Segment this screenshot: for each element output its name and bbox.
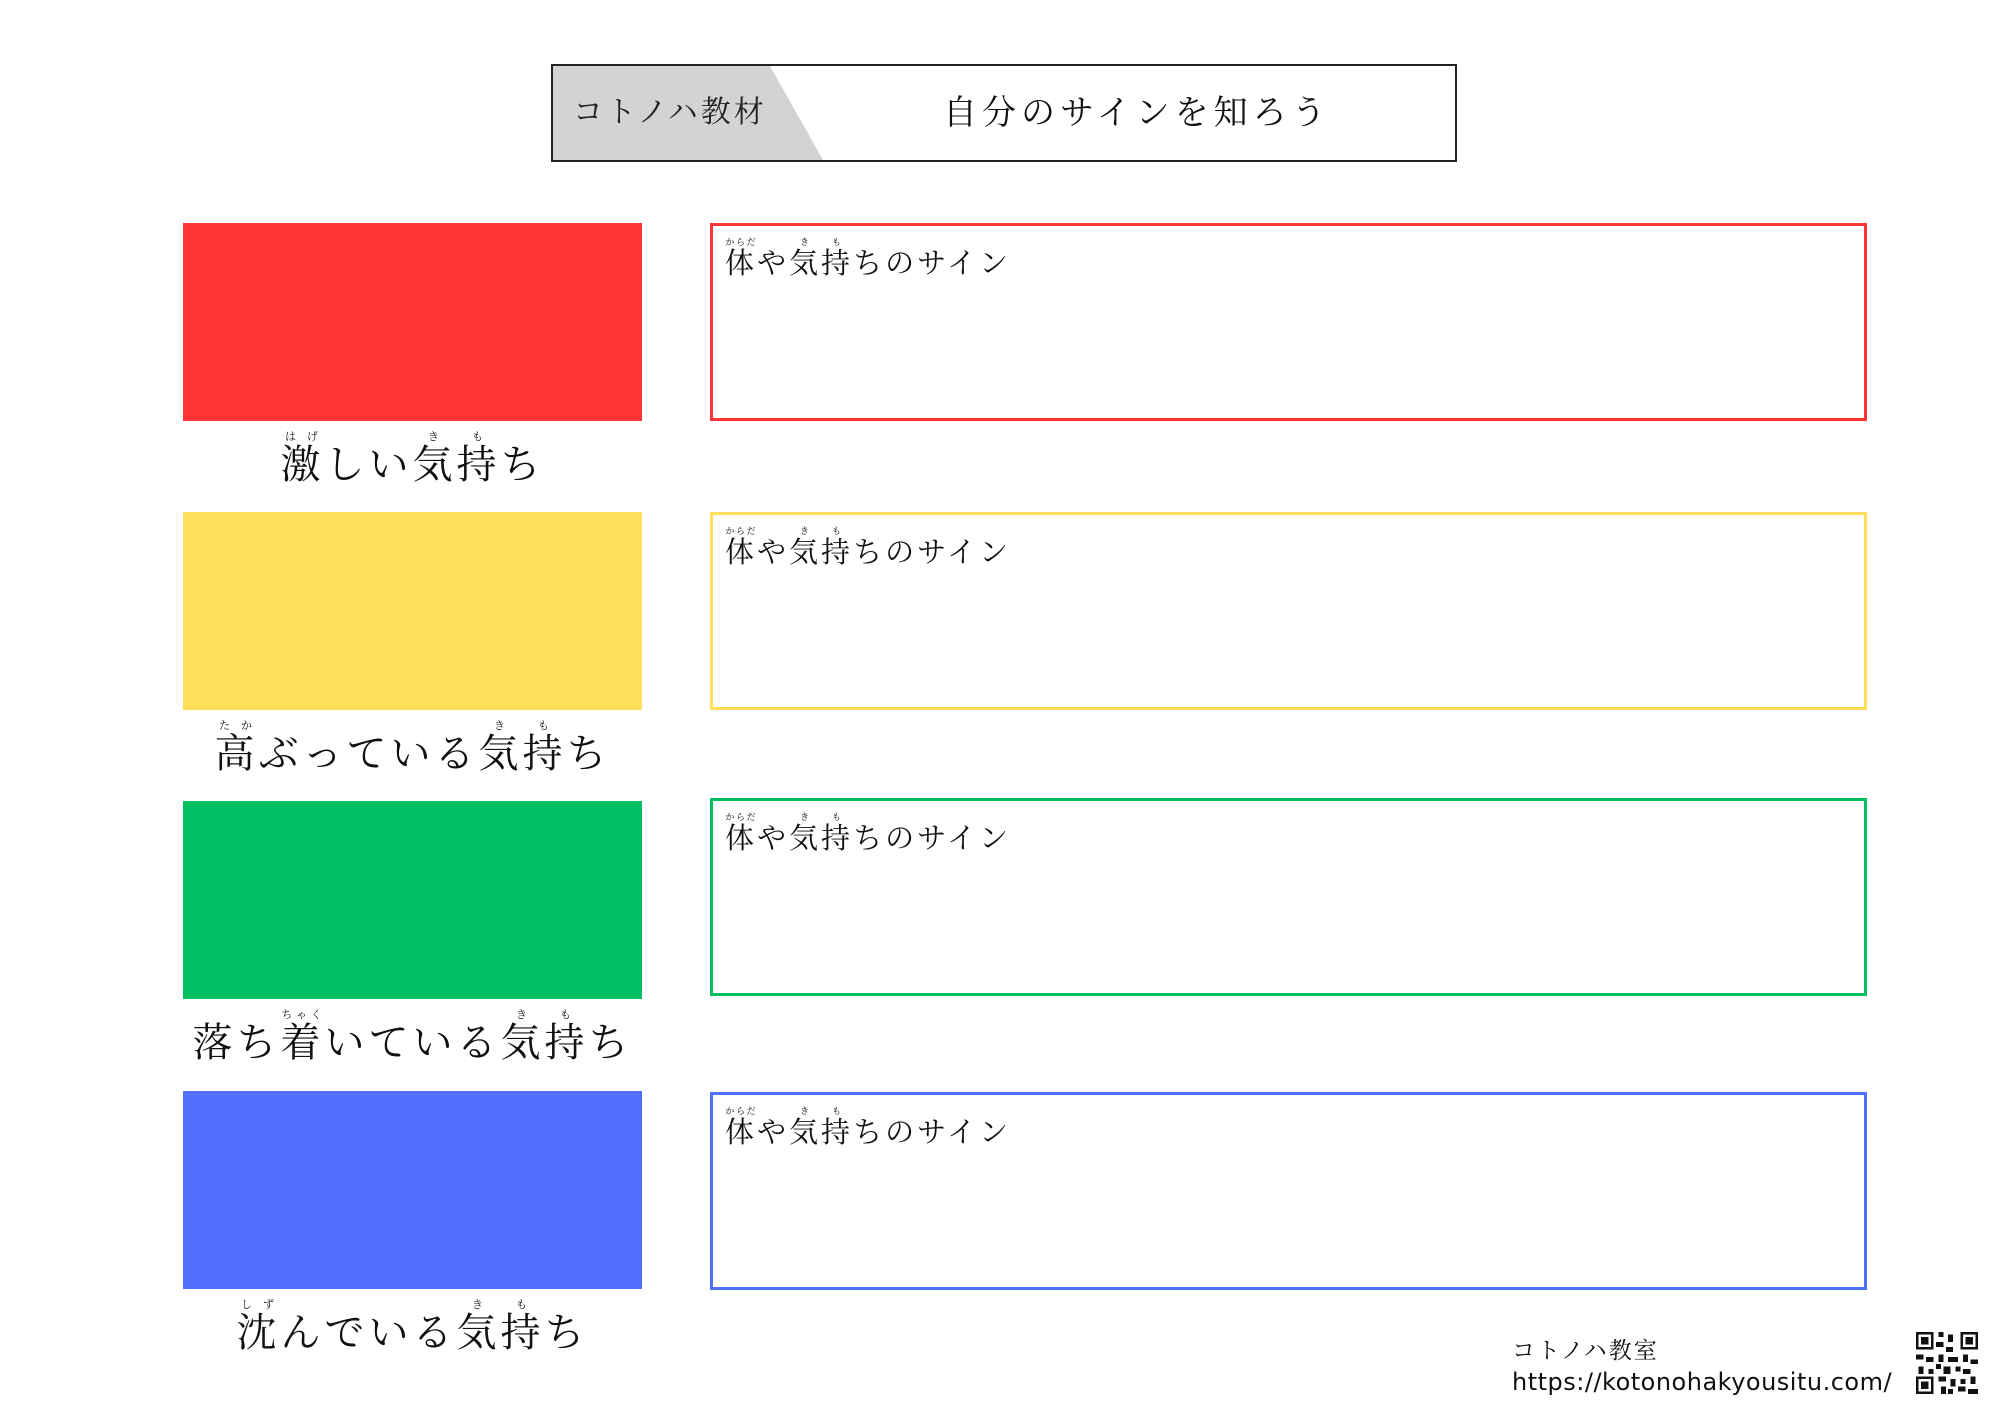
sign-box-blue[interactable] <box>710 1092 1867 1290</box>
qr-code-icon[interactable] <box>1916 1332 1978 1394</box>
color-swatch-red <box>183 223 642 421</box>
footer-org-name: コトノハ教室 <box>1512 1338 1659 1364</box>
color-swatch-yellow <box>183 512 642 710</box>
feeling-label-calm: 落ち着ちゃくいている気き持もち <box>192 1008 633 1066</box>
header-tab-label: コトノハ教材 <box>573 95 767 130</box>
sign-box-label: 体からだや気き持もちのサイン <box>725 527 1012 569</box>
sign-box-red[interactable] <box>710 223 1867 421</box>
feeling-label-intense: 激はげしい気き持もち <box>280 430 545 488</box>
page-title: 自分のサインを知ろう <box>943 93 1331 133</box>
sign-box-green[interactable] <box>710 798 1867 996</box>
sign-box-label: 体からだや気き持もちのサイン <box>725 1107 1012 1149</box>
sign-box-label: 体からだや気き持もちのサイン <box>725 238 1012 280</box>
color-swatch-green <box>183 801 642 999</box>
footer-url[interactable]: https://kotonohakyousitu.com/ <box>1512 1368 1893 1396</box>
color-swatch-blue <box>183 1091 642 1289</box>
sign-box-yellow[interactable] <box>710 512 1867 710</box>
sign-box-label: 体からだや気き持もちのサイン <box>725 813 1012 855</box>
feeling-label-down: 沈しずんでいる気き持もち <box>236 1298 589 1356</box>
worksheet-header <box>551 64 1457 162</box>
feeling-label-excited: 高たかぶっている気き持もち <box>214 719 611 777</box>
